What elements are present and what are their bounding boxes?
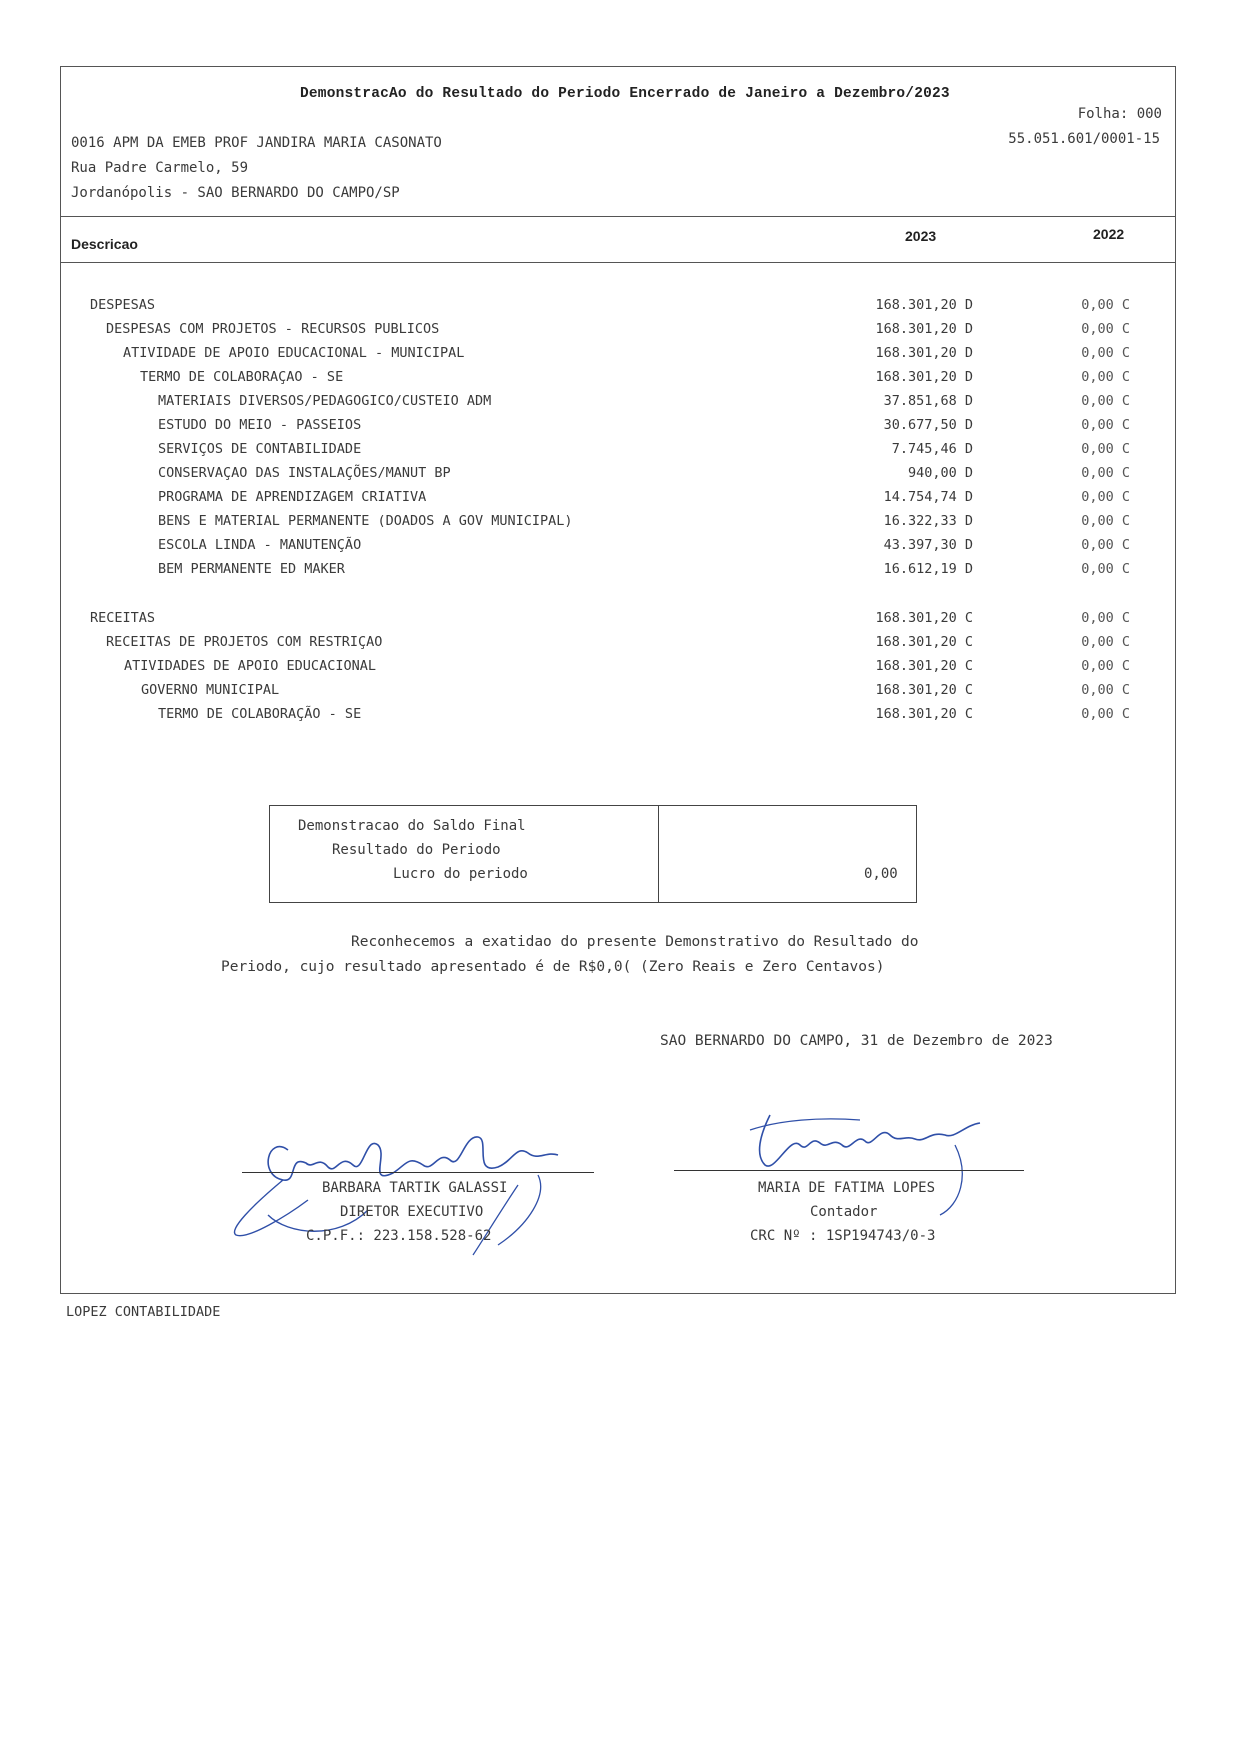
row-value-2022: 0,00 C xyxy=(1081,393,1130,409)
table-row xyxy=(60,558,1176,580)
director-name: BARBARA TARTIK GALASSI xyxy=(322,1180,508,1196)
row-value-2022: 0,00 C xyxy=(1081,369,1130,385)
table-row xyxy=(60,342,1176,364)
row-description: TERMO DE COLABORAÇÃO - SE xyxy=(158,706,362,722)
accountant-crc: CRC Nº : 1SP194743/0-3 xyxy=(750,1228,936,1244)
row-value-2023: 168.301,20 C xyxy=(875,706,973,722)
cnpj: 55.051.601/0001-15 xyxy=(1008,131,1160,147)
report-title: DemonstracAo do Resultado do Periodo Encerrado de Janeiro a Dezembro/2023 xyxy=(300,86,950,102)
table-row xyxy=(60,414,1176,436)
page-number: Folha: 000 xyxy=(1077,106,1162,122)
row-value-2022: 0,00 C xyxy=(1081,658,1130,674)
row-value-2023: 7.745,46 D xyxy=(891,441,973,457)
row-description: ESTUDO DO MEIO - PASSEIOS xyxy=(158,417,362,433)
column-2022: 2022 xyxy=(1093,226,1125,242)
row-description: ATIVIDADES DE APOIO EDUCACIONAL xyxy=(124,658,376,674)
row-description: RECEITAS DE PROJETOS COM RESTRIÇAO xyxy=(106,634,383,650)
summary-label: Lucro do periodo xyxy=(393,866,528,882)
row-value-2023: 16.322,33 D xyxy=(883,513,973,529)
table-row xyxy=(60,486,1176,508)
table-row xyxy=(60,679,1176,701)
place-date: SAO BERNARDO DO CAMPO, 31 de Dezembro de 2023 xyxy=(660,1033,1053,1049)
row-value-2022: 0,00 C xyxy=(1081,441,1130,457)
box-divider xyxy=(658,806,659,902)
row-value-2023: 168.301,20 C xyxy=(875,682,973,698)
row-value-2023: 168.301,20 D xyxy=(875,321,973,337)
table-row xyxy=(60,462,1176,484)
row-description: DESPESAS xyxy=(90,297,156,313)
row-value-2022: 0,00 C xyxy=(1081,610,1130,626)
row-description: BENS E MATERIAL PERMANENTE (DOADOS A GOV MUNICIPAL) xyxy=(158,513,573,529)
row-value-2022: 0,00 C xyxy=(1081,682,1130,698)
row-value-2023: 168.301,20 D xyxy=(875,297,973,313)
row-description: BEM PERMANENTE ED MAKER xyxy=(158,561,345,577)
table-row xyxy=(60,294,1176,316)
summary-title: Demonstracao do Saldo Final xyxy=(298,818,526,834)
column-description: Descricao xyxy=(71,236,138,252)
table-row xyxy=(60,366,1176,388)
footer-firm: LOPEZ CONTABILIDADE xyxy=(66,1304,221,1320)
table-row xyxy=(60,703,1176,725)
row-value-2023: 168.301,20 C xyxy=(875,610,973,626)
row-value-2023: 168.301,20 C xyxy=(875,634,973,650)
row-value-2023: 37.851,68 D xyxy=(883,393,973,409)
table-row xyxy=(60,631,1176,653)
table-row xyxy=(60,534,1176,556)
row-value-2022: 0,00 C xyxy=(1081,513,1130,529)
summary-subtitle: Resultado do Periodo xyxy=(332,842,501,858)
table-row xyxy=(60,318,1176,340)
director-role: DIRETOR EXECUTIVO xyxy=(340,1204,484,1220)
statement-line-1: Reconhecemos a exatidao do presente Demonstrativo do Resultado do xyxy=(351,934,919,950)
entity-name: 0016 APM DA EMEB PROF JANDIRA MARIA CASONATO xyxy=(71,135,442,151)
row-description: DESPESAS COM PROJETOS - RECURSOS PUBLICOS xyxy=(106,321,440,337)
table-row xyxy=(60,390,1176,412)
row-description: SERVIÇOS DE CONTABILIDADE xyxy=(158,441,362,457)
director-cpf: C.P.F.: 223.158.528-62 xyxy=(306,1228,492,1244)
row-description: MATERIAIS DIVERSOS/PEDAGOGICO/CUSTEIO ADM xyxy=(158,393,492,409)
row-value-2023: 14.754,74 D xyxy=(883,489,973,505)
summary-value: 0,00 xyxy=(864,866,898,882)
entity-address: Rua Padre Carmelo, 59 xyxy=(71,160,249,176)
row-description: ESCOLA LINDA - MANUTENÇÃO xyxy=(158,537,362,553)
header-divider xyxy=(60,216,1176,217)
row-value-2022: 0,00 C xyxy=(1081,537,1130,553)
entity-city: Jordanópolis - SAO BERNARDO DO CAMPO/SP xyxy=(71,185,400,201)
row-description: TERMO DE COLABORAÇAO - SE xyxy=(140,369,344,385)
row-value-2022: 0,00 C xyxy=(1081,465,1130,481)
table-row xyxy=(60,510,1176,532)
row-description: GOVERNO MUNICIPAL xyxy=(141,682,280,698)
row-value-2022: 0,00 C xyxy=(1081,489,1130,505)
row-value-2023: 16.612,19 D xyxy=(883,561,973,577)
accountant-role: Contador xyxy=(810,1204,878,1220)
row-value-2022: 0,00 C xyxy=(1081,706,1130,722)
row-value-2022: 0,00 C xyxy=(1081,321,1130,337)
table-row xyxy=(60,655,1176,677)
row-description: CONSERVAÇAO DAS INSTALAÇÕES/MANUT BP xyxy=(158,465,451,481)
row-description: PROGRAMA DE APRENDIZAGEM CRIATIVA xyxy=(158,489,427,505)
signature-line-director xyxy=(242,1172,594,1173)
accountant-name: MARIA DE FATIMA LOPES xyxy=(758,1180,936,1196)
table-row xyxy=(60,438,1176,460)
row-value-2022: 0,00 C xyxy=(1081,345,1130,361)
row-value-2023: 940,00 D xyxy=(907,465,973,481)
final-balance-box xyxy=(269,805,917,903)
row-value-2023: 30.677,50 D xyxy=(883,417,973,433)
row-description: ATIVIDADE DE APOIO EDUCACIONAL - MUNICIPAL xyxy=(123,345,465,361)
column-2023: 2023 xyxy=(905,228,937,244)
column-divider xyxy=(60,262,1176,263)
row-description: RECEITAS xyxy=(90,610,156,626)
row-value-2022: 0,00 C xyxy=(1081,297,1130,313)
row-value-2023: 43.397,30 D xyxy=(883,537,973,553)
statement-line-2: Periodo, cujo resultado apresentado é de R$0,0( (Zero Reais e Zero Centavos) xyxy=(221,959,885,975)
row-value-2023: 168.301,20 D xyxy=(875,369,973,385)
row-value-2022: 0,00 C xyxy=(1081,561,1130,577)
table-row xyxy=(60,607,1176,629)
row-value-2023: 168.301,20 D xyxy=(875,345,973,361)
row-value-2022: 0,00 C xyxy=(1081,634,1130,650)
row-value-2023: 168.301,20 C xyxy=(875,658,973,674)
row-value-2022: 0,00 C xyxy=(1081,417,1130,433)
signature-line-accountant xyxy=(674,1170,1024,1171)
